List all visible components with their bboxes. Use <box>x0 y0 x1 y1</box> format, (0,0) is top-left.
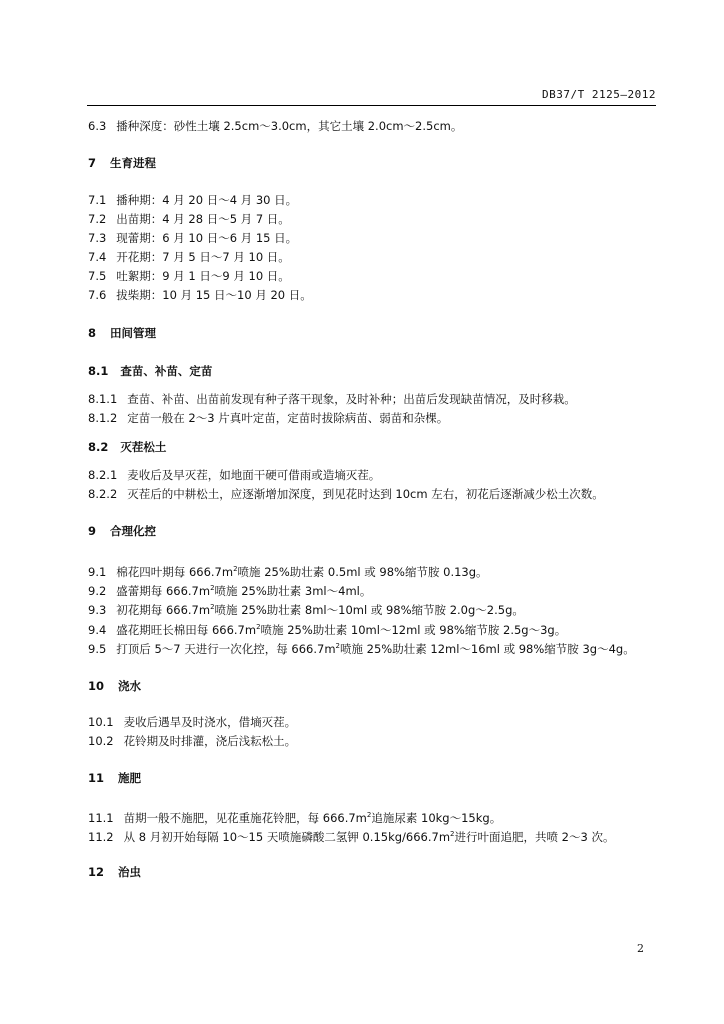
clause-number: 10.1 <box>88 715 114 729</box>
clause-text: 出苗期：4 月 28 日～5 月 7 日。 <box>116 212 290 226</box>
clause-item <box>88 600 524 617</box>
header-standard-code: DB37/T 2125—2012 <box>542 88 656 101</box>
clause-item <box>88 487 604 501</box>
clause-text: 生育进程 <box>110 156 157 170</box>
clause-text <box>116 642 634 656</box>
clause-text <box>124 811 502 825</box>
clause-text-part: 从 8 月初开始每隔 10～15 天喷施磷酸二氢钾 0.15kg/666.7m <box>123 830 451 844</box>
unit-superscript: 2 <box>366 811 372 819</box>
clause-number: 8.2 <box>88 440 109 454</box>
subsection-heading <box>88 440 166 454</box>
clause-item <box>88 288 312 302</box>
section-heading <box>88 156 156 170</box>
clause-item <box>88 193 297 207</box>
clause-number: 7.5 <box>88 269 107 283</box>
clause-number: 7.4 <box>88 250 107 264</box>
clause-text-part: 进行叶面追肥，共喷 2～3 次。 <box>454 830 615 844</box>
clause-number: 11.2 <box>88 830 114 844</box>
clause-item <box>88 562 488 579</box>
clause-text: 播种期：4 月 20 日～4 月 30 日。 <box>116 193 298 207</box>
clause-number: 9.3 <box>88 603 107 617</box>
clause-item <box>88 411 448 425</box>
clause-text-part: 苗期一般不施肥，见花重施花铃肥，每 666.7m <box>123 811 367 825</box>
clause-text: 合理化控 <box>110 524 157 538</box>
clause-text: 灭茬松土 <box>120 440 167 454</box>
clause-number: 9.4 <box>88 623 107 637</box>
clause-number: 7.6 <box>88 288 107 302</box>
clause-number: 8.2.2 <box>88 487 118 501</box>
unit-superscript: 2 <box>256 623 261 631</box>
clause-text: 查苗、补苗、出苗前发现有种子落干现象，及时补种；出苗后发现缺苗情况，及时移栽。 <box>127 392 576 406</box>
clause-text-part: 追施尿素 10kg～15kg。 <box>371 811 502 825</box>
clause-text-part: 初花期每 666.7m <box>116 603 211 617</box>
section-heading <box>88 771 141 785</box>
clause-item <box>88 269 290 283</box>
clause-text <box>116 603 524 617</box>
clause-item <box>88 231 297 245</box>
clause-item <box>88 212 290 226</box>
clause-number: 7 <box>88 156 97 170</box>
clause-text <box>116 565 487 579</box>
clause-text-part: 喷施 25%助壮素 3ml～4ml。 <box>214 584 372 598</box>
section-heading <box>88 679 141 693</box>
unit-superscript: 2 <box>210 584 215 592</box>
page-number: 2 <box>637 942 644 955</box>
clause-number: 7.2 <box>88 212 107 226</box>
clause-text: 施肥 <box>118 771 142 785</box>
clause-text-part: 喷施 25%助壮素 8ml～10ml 或 98%缩节胺 2.0g～2.5g。 <box>214 603 524 617</box>
clause-text: 灭茬后的中耕松土，应逐渐增加深度，到见花时达到 10cm 左右，初花后逐渐减少松土次数。 <box>127 487 604 501</box>
clause-text: 开花期：7 月 5 日～7 月 10 日。 <box>116 250 290 264</box>
clause-text <box>124 830 615 844</box>
clause-number: 9.1 <box>88 565 107 579</box>
clause-item <box>88 250 290 264</box>
clause-number: 8.1.2 <box>88 411 118 425</box>
clause-item <box>88 827 614 844</box>
clause-number: 8.1.1 <box>88 392 118 406</box>
clause-number: 12 <box>88 865 105 879</box>
clause-number: 9.5 <box>88 642 107 656</box>
clause-item <box>88 808 501 825</box>
clause-item <box>88 734 296 748</box>
clause-number: 11 <box>88 771 105 785</box>
clause-text-part: 棉花四叶期每 666.7m <box>116 565 234 579</box>
subsection-heading <box>88 364 212 378</box>
clause-number: 9.2 <box>88 584 107 598</box>
clause-text: 花铃期及时排灌，浇后浅耘松土。 <box>123 734 297 748</box>
clause-item <box>88 715 296 729</box>
clause-item <box>88 468 380 482</box>
clause-text: 播种深度：砂性土壤 2.5cm～3.0cm，其它土壤 2.0cm～2.5cm。 <box>116 119 463 133</box>
clause-text: 治虫 <box>118 865 142 879</box>
clause-text: 浇水 <box>118 679 142 693</box>
clause-text: 查苗、补苗、定苗 <box>120 364 213 378</box>
clause-text: 吐絮期：9 月 1 日～9 月 10 日。 <box>116 269 290 283</box>
clause-text-part: 盛花期旺长棉田每 666.7m <box>116 623 257 637</box>
section-heading <box>88 326 156 340</box>
clause-number: 7.3 <box>88 231 107 245</box>
clause-text: 麦收后及早灭茬，如地面干硬可借雨或造墒灭茬。 <box>127 468 381 482</box>
clause-number: 9 <box>88 524 97 538</box>
clause-text-part: 喷施 25%助壮素 12ml～16ml 或 98%缩节胺 3g～4g。 <box>340 642 635 656</box>
unit-superscript: 2 <box>450 830 455 838</box>
clause-item <box>88 639 635 656</box>
clause-text <box>116 623 566 637</box>
clause-item <box>88 392 576 406</box>
clause-text: 定苗一般在 2～3 片真叶定苗，定苗时拔除病苗、弱苗和杂棵。 <box>127 411 449 425</box>
clause-item <box>88 581 371 598</box>
clause-text-part: 喷施 25%助壮素 0.5ml 或 98%缩节胺 0.13g。 <box>237 565 488 579</box>
clause-text: 现蕾期：6 月 10 日～6 月 15 日。 <box>116 231 298 245</box>
clause-text: 麦收后遇旱及时浇水，借墒灭茬。 <box>123 715 297 729</box>
clause-text-part: 喷施 25%助壮素 10ml～12ml 或 98%缩节胺 2.5g～3g。 <box>260 623 567 637</box>
unit-superscript: 2 <box>335 642 340 650</box>
section-heading <box>88 524 156 538</box>
clause-item <box>88 620 566 637</box>
clause-text: 田间管理 <box>110 326 157 340</box>
clause-number: 7.1 <box>88 193 107 207</box>
clause-text-part: 盛蕾期每 666.7m <box>116 584 211 598</box>
clause-text: 拔柴期：10 月 15 日～10 月 20 日。 <box>116 288 312 302</box>
clause-number: 11.1 <box>88 811 114 825</box>
clause-number: 6.3 <box>88 119 107 133</box>
clause-text <box>116 584 371 598</box>
header-rule <box>87 105 656 106</box>
clause-number: 8 <box>88 326 97 340</box>
clause-number: 8.2.1 <box>88 468 118 482</box>
clause-number: 10.2 <box>88 734 114 748</box>
clause-number: 8.1 <box>88 364 109 378</box>
clause-item <box>88 119 462 133</box>
section-heading <box>88 865 141 879</box>
clause-text-part: 打顶后 5～7 天进行一次化控，每 666.7m <box>116 642 336 656</box>
unit-superscript: 2 <box>233 565 238 573</box>
clause-number: 10 <box>88 679 105 693</box>
unit-superscript: 2 <box>210 603 215 611</box>
